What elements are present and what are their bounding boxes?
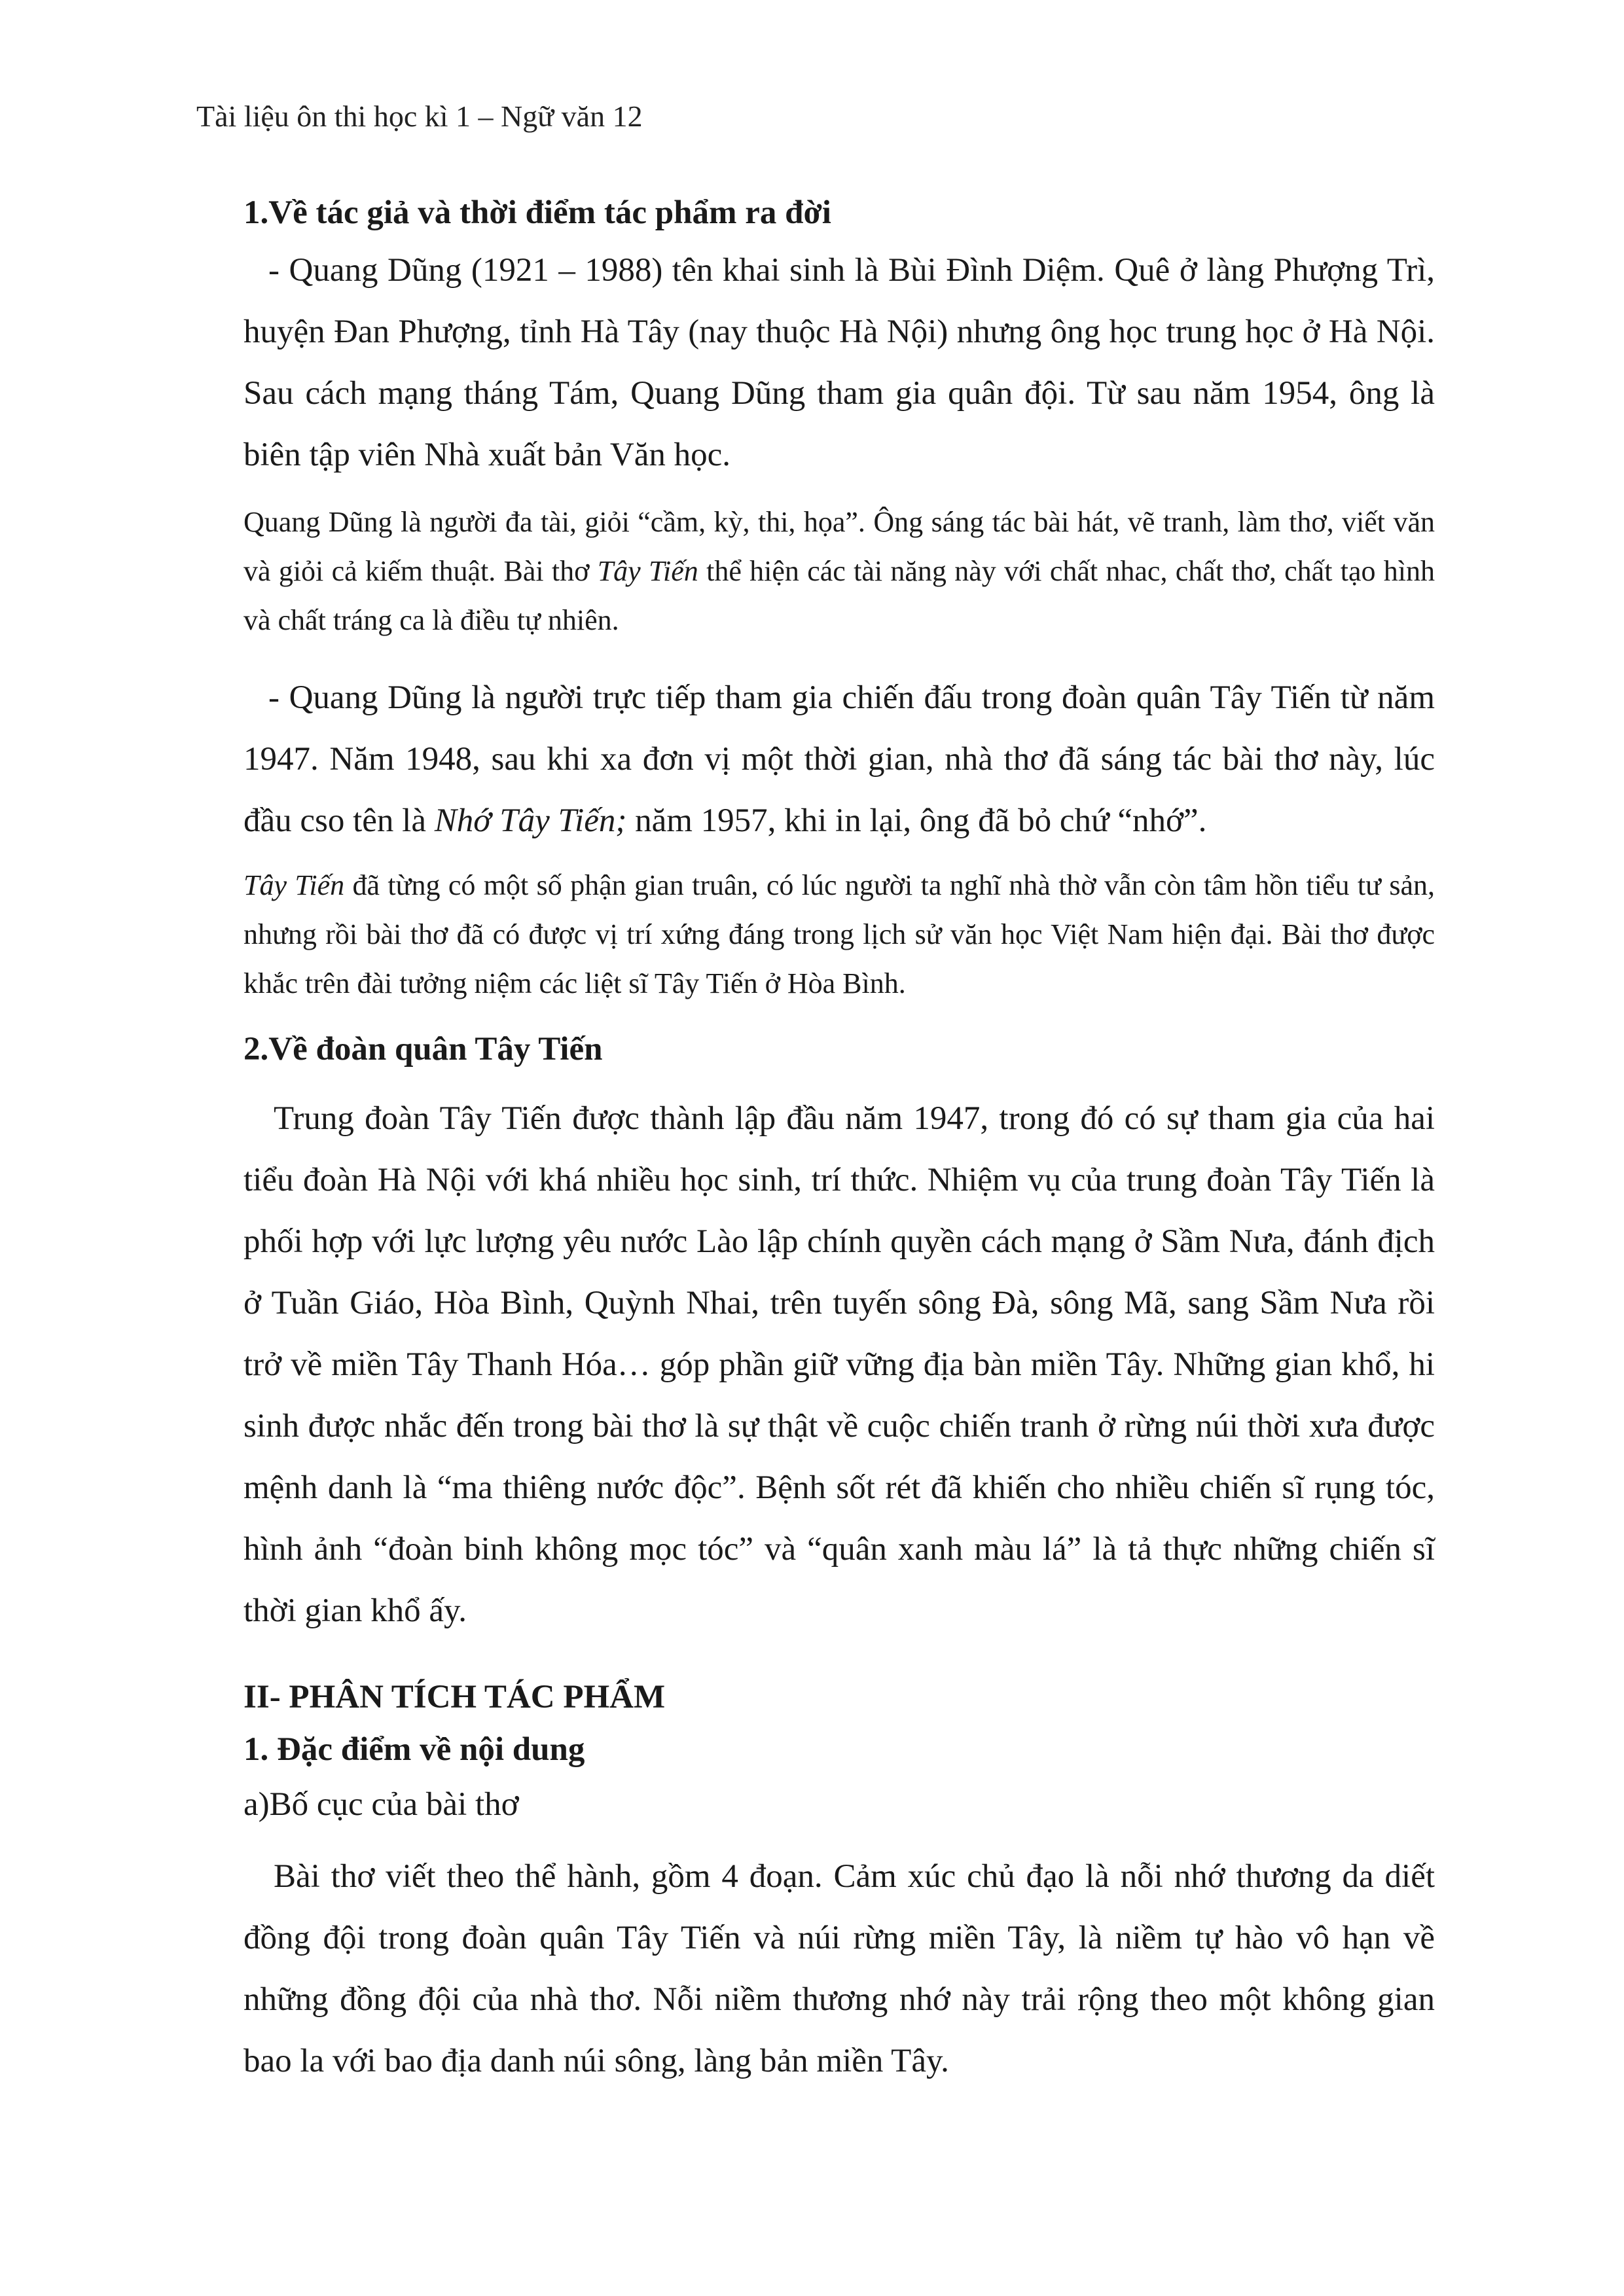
paragraph-author-talents <box>244 497 1435 645</box>
document-body <box>244 190 1435 2092</box>
section-heading-army: 2.Về đoàn quân Tây Tiến <box>244 1031 603 1067</box>
paragraph-author-bio: - Quang Dũng (1921 – 1988) tên khai sinh là Bùi Đình Diệm. Quê ở làng Phượng Trì, huyện Đan Phượng, tỉnh Hà Tây (nay thuộc Hà Nội) nhưng ông học trung học ở Hà Nội. Sau cách mạng tháng Tám, Quang Dũng tham gia quân đội. Từ sau năm 1954, ông là biên tập viên Nhà xuất bản Văn học. <box>244 252 1435 473</box>
paragraph-composition-context <box>244 667 1435 852</box>
text-run: thể hiện các tài năng này với chất nhac, chất thơ, chất tạo hình và chất tráng ca là điều tự nhiên. <box>244 555 1435 636</box>
text-run: năm 1957, khi in lại, ông đã bỏ chứ “nhớ”. <box>626 802 1207 839</box>
subsection-heading-structure: a)Bố cục của bài thơ <box>244 1786 519 1823</box>
section-heading-author: 1.Về tác giả và thời điểm tác phẩm ra đời <box>244 194 831 231</box>
subsection-heading-content: 1. Đặc điểm về nội dung <box>244 1731 585 1768</box>
paragraph-army-history: Trung đoàn Tây Tiến được thành lập đầu năm 1947, trong đó có sự tham gia của hai tiểu đoàn Hà Nội với khá nhiều học sinh, trí thức. Nhiệm vụ của trung đoàn Tây Tiến là phối hợp với lực lượng yêu nước Lào lập chính quyền cách mạng ở Sầm Nưa, đánh địch ở Tuần Giáo, Hòa Bình, Quỳnh Nhai, trên tuyến sông Đà, sông Mã, sang Sầm Nưa rồi trở về miền Tây Thanh Hóa… góp phần giữ vững địa bàn miền Tây. Những gian khổ, hi sinh được nhắc đến trong bài thơ là sự thật về cuộc chiến tranh ở rừng núi thời xưa được mệnh danh là “ma thiêng nước độc”. Bệnh sốt rét đã khiến cho nhiều chiến sĩ rụng tóc, hình ảnh “đoàn binh không mọc tóc” và “quân xanh màu lá” là tả thực những chiến sĩ thời gian khổ ấy. <box>244 1100 1435 1629</box>
italic-title: Nhớ Tây Tiến; <box>434 802 627 839</box>
section-heading-analysis: II- PHÂN TÍCH TÁC PHẨM <box>244 1679 666 1715</box>
page-header: Tài liệu ôn thi học kì 1 – Ngữ văn 12 <box>196 99 643 133</box>
text-run: đã từng có một số phận gian truân, có lúc người ta nghĩ nhà thờ vẫn còn tâm hồn tiểu tư sản, nhưng rồi bài thơ đã có được vị trí xứng đáng trong lịch sử văn học Việt Nam hiện đại. Bài thơ được khắc trên đài tưởng niệm các liệt sĩ Tây Tiến ở Hòa Bình. <box>244 869 1435 999</box>
italic-title: Tây Tiến <box>597 555 698 587</box>
paragraph-poem-fate <box>244 861 1435 1008</box>
text-run: - Quang Dũng là người trực tiếp tham gia chiến đấu trong đoàn quân Tây Tiến từ năm 1947. Năm 1948, sau khi xa đơn vị một thời gian, nhà thơ đã sáng tác bài thơ này, lúc đầu cso tên là <box>244 679 1435 839</box>
text-run: Quang Dũng là người đa tài, giỏi “cầm, kỳ, thi, họa”. Ông sáng tác bài hát, vẽ tranh, làm thơ, viết văn và giỏi cả kiếm thuật. Bài thơ <box>244 506 1435 587</box>
paragraph-poem-structure: Bài thơ viết theo thể hành, gồm 4 đoạn. Cảm xúc chủ đạo là nỗi nhớ thương da diết đồng đội trong đoàn quân Tây Tiến và núi rừng miền Tây, là niềm tự hào vô hạn về những đồng đội của nhà thơ. Nỗi niềm thương nhớ này trải rộng theo một không gian bao la với bao địa danh núi sông, làng bản miền Tây. <box>244 1858 1435 2079</box>
italic-title: Tây Tiến <box>244 869 345 901</box>
